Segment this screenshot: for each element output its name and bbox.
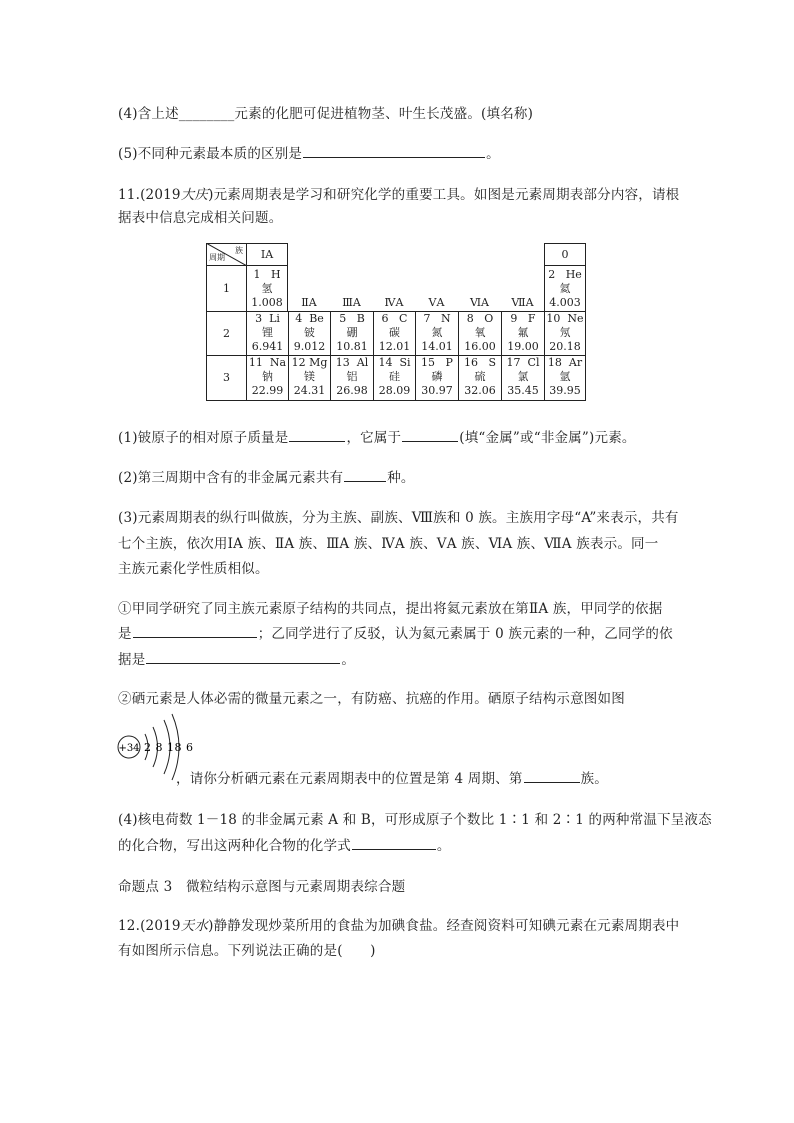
element-cell-cl: 17 Cl 氯 35.45 [501, 355, 545, 401]
part-4-line1: (4)核电荷数 1－18 的非金属元素 A 和 B，可形成原子个数比 1∶1 和 2∶1 的两种常温下呈液态 [118, 812, 712, 828]
sub-1-text-d: 。 [341, 652, 356, 668]
periodic-table [206, 243, 586, 401]
answer-blank[interactable] [303, 145, 485, 158]
part-3-line3: 主族元素化学性质相似。 [118, 561, 269, 577]
part-1-text-b: ，它属于 [346, 430, 402, 446]
question-5: (5)不同种元素最本质的区别是 。 [118, 146, 500, 162]
section-heading: 命题点 3 微粒结构示意图与元素周期表综合题 [118, 879, 406, 895]
answer-blank[interactable] [289, 429, 345, 442]
nucleus-charge: +34 [118, 743, 140, 754]
answer-blank[interactable] [352, 837, 436, 850]
part-2-text: (2)第三周期中含有的非金属元素共有 [118, 470, 344, 486]
part-2-text-b: 种。 [387, 470, 415, 486]
table-corner-cell [206, 243, 247, 266]
element-cell-n: 7 N 氮 14.01 [415, 311, 459, 356]
answer-blank[interactable] [146, 651, 340, 664]
sub-2-line2 [176, 767, 608, 787]
answer-blank[interactable] [133, 625, 257, 638]
part-3-line1: (3)元素周期表的纵行叫做族，分为主族、副族、Ⅷ族和 0 族。主族用字母“A”来表示，共有 [118, 510, 679, 526]
element-cell-he: 2 He 氦 4.003 [544, 265, 586, 312]
group-header-1a: ⅠA [246, 243, 288, 266]
part-2 [118, 466, 415, 486]
part-3-line2: 七个主族，依次用ⅠA 族、ⅡA 族、ⅢA 族、ⅣA 族、ⅤA 族、ⅥA 族、ⅦA 族表示。同一 [118, 536, 659, 552]
question-text: )元素周期表是学习和研究化学的重要工具。如图是元素周期表部分内容，请根 [208, 187, 680, 203]
part-4-text-b: 。 [436, 838, 451, 854]
element-cell-al: 13 Al 铝 26.98 [330, 355, 374, 401]
element-cell-o: 8 O 氧 16.00 [458, 311, 502, 356]
group-header-0: 0 [544, 243, 586, 266]
element-cell-f: 9 F 氟 19.00 [501, 311, 545, 356]
answer-blank[interactable] [524, 770, 580, 783]
group-header-7a: ⅦA [511, 296, 534, 309]
sub-2-text-b: 族。 [580, 771, 608, 787]
sub-1-text-b: ；乙同学进行了反驳，认为氦元素属于 0 族元素的一种，乙同学的依 [257, 626, 673, 642]
sub-2-line1: ②硒元素是人体必需的微量元素之一，有防癌、抗癌的作用。硒原子结构示意图如图 [118, 691, 625, 707]
answer-blank[interactable] [402, 429, 458, 442]
part-1-text: (1)铍原子的相对原子质量是 [118, 430, 289, 446]
group-header-6a: ⅥA [469, 296, 489, 309]
period-label-2: 2 [206, 311, 247, 356]
sub-1-text-c: 据是 [118, 652, 146, 668]
element-cell-mg: 12 Mg 镁 24.31 [288, 355, 331, 401]
corner-label-group: 族 [235, 246, 243, 255]
group-header-4a: ⅣA [384, 296, 404, 309]
question-number: 11.(2019 [118, 187, 181, 203]
question-source: 大庆 [180, 187, 209, 203]
element-cell-s: 16 S 硫 32.06 [458, 355, 502, 401]
part-4-text: 的化合物，写出这两种化合物的化学式 [118, 838, 351, 854]
element-cell-ne: 10 Ne 氖 20.18 [544, 311, 586, 356]
sub-1-text: 是 [118, 626, 132, 642]
part-1 [118, 426, 636, 446]
sub-1-line1: ①甲同学研究了同主族元素原子结构的共同点，提出将氦元素放在第ⅡA 族，甲同学的依据 [118, 601, 663, 617]
part-4-line2 [118, 834, 451, 854]
question-11 [118, 183, 679, 203]
answer-blank[interactable] [344, 469, 386, 482]
part-1-text-c: (填“金属”或“非金属”)元素。 [459, 430, 636, 446]
question-11-line2: 据表中信息完成相关问题。 [118, 210, 283, 226]
group-header-5a: ⅤA [428, 296, 445, 309]
electron-shells: 2 8 18 6 [144, 741, 194, 754]
element-cell-c: 6 C 碳 12.01 [373, 311, 416, 356]
sub-1-line3 [118, 648, 355, 668]
group-header-2a: ⅡA [301, 296, 317, 309]
question-text: )静静发现炒菜所用的食盐为加碘食盐。经查阅资料可知碘元素在元素周期表中 [208, 918, 680, 934]
period-label-1: 1 [206, 265, 247, 312]
element-cell-ar: 18 Ar 氩 39.95 [544, 355, 586, 401]
sub-1-line2 [118, 622, 673, 642]
sub-2-text: ，请你分析硒元素在元素周期表中的位置是第 4 周期、第 [176, 771, 523, 787]
element-cell-h: 1 H 氢 1.008 [246, 265, 288, 312]
question-5-text: (5)不同种元素最本质的区别是 [118, 146, 303, 162]
question-4: (4)含上述________元素的化肥可促进植物茎、叶生长茂盛。(填名称) [118, 106, 534, 122]
group-header-3a: ⅢA [342, 296, 361, 309]
element-cell-na: 11 Na 钠 22.99 [246, 355, 289, 401]
corner-label-period: 周期 [209, 253, 225, 262]
element-cell-p: 15 P 磷 30.97 [415, 355, 459, 401]
period-label-3: 3 [206, 355, 247, 401]
element-cell-b: 5 B 硼 10.81 [330, 311, 374, 356]
question-source: 天水 [180, 918, 209, 934]
question-12 [118, 914, 679, 934]
element-cell-si: 14 Si 硅 28.09 [373, 355, 416, 401]
element-cell-be: 4 Be 铍 9.012 [288, 311, 331, 356]
element-cell-li: 3 Li 锂 6.941 [246, 311, 289, 356]
question-number: 12.(2019 [118, 918, 181, 934]
question-12-line2: 有如图所示信息。下列说法正确的是( ) [118, 943, 376, 959]
